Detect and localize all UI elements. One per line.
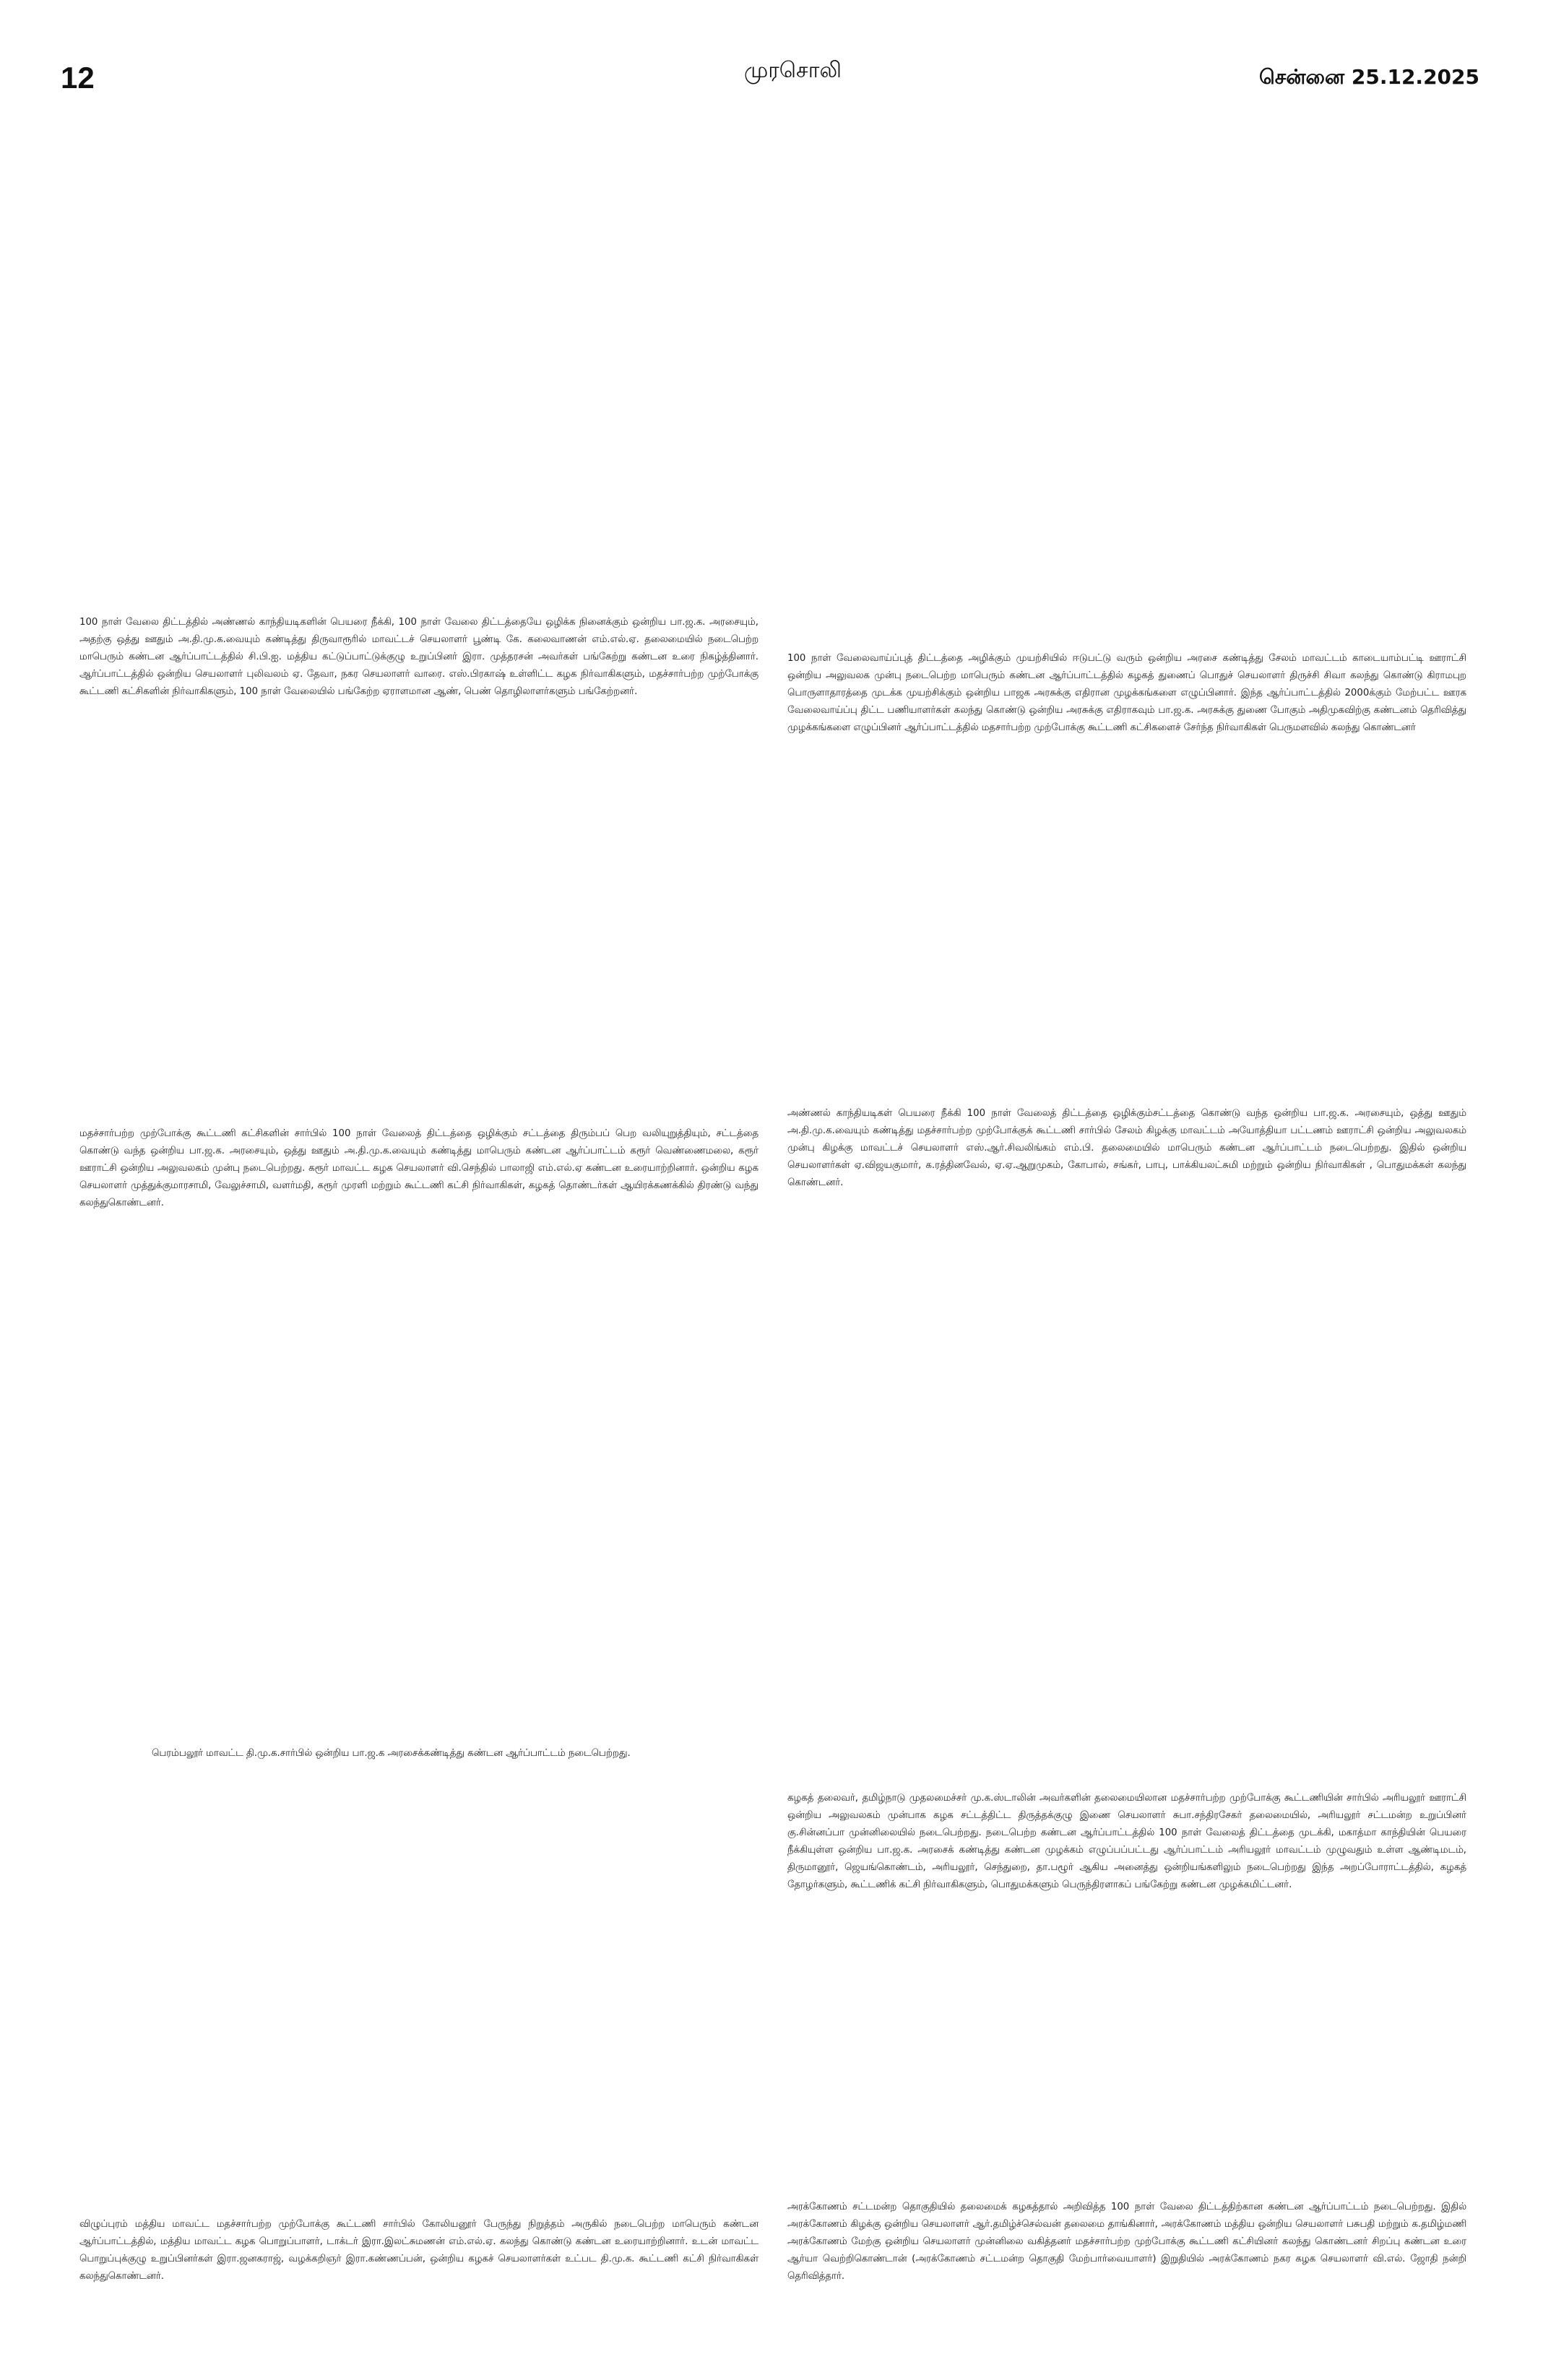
masthead: [0, 0, 1543, 94]
page-number: 12: [61, 61, 95, 95]
caption-salem-east: அண்ணல் காந்தியடிகள் பெயரை நீக்கி 100 நாள் வேலைத் திட்டத்தை ஒழிக்கும்சட்டத்தை கொண்டு வந்த ஒன்றிய பா.ஜ.க. அரசையும், ஒத்து ஊதும் அ.தி.மு.க.வையும் கண்டித்து மதச்சார்பற்ற முற்போக்குக் கூட்டணி சார்பில் சேலம் கிழக்கு மாவட்டம் அயோத்தியா பட்டணம் ஊராட்சி ஒன்றிய அலுவலகம் முன்பு கிழக்கு மாவட்டச் செயலாளர் எஸ்.ஆர்.சிவலிங்கம் எம்.பி. தலைமையில் மாபெரும் கண்டன ஆர்ப்பாட்டம் நடைபெற்றது. இதில் ஒன்றிய செயலாளர்கள் ஏ.விஜயகுமார், க.ரத்தினவேல், ஏ.ஏ.ஆறுமுகம், கோபால், சங்கர், பாபு, பாக்கியலட்சுமி மற்றும் ஒன்றிய நிர்வாகிகள் , பொதுமக்கள் கலந்து கொண்டனர்.: [787, 1108, 1466, 1188]
photo-villupuram: [79, 1791, 758, 2196]
dateline: சென்னை 25.12.2025: [1259, 65, 1479, 89]
photo-salem-east: [787, 766, 1466, 1098]
caption-arakkonam: அரக்கோணம் சட்டமன்ற தொகுதியில் தலைமைக் கழகத்தால் அறிவித்த 100 நாள் வேலை திட்டத்திற்கான கண்டன ஆர்ப்பாட்டம் நடைபெற்றது. இதில் அரக்கோணம் கிழக்கு ஒன்றிய செயலாளர் ஆர்.தமிழ்ச்செல்வன் தலைமை தாங்கினார், அரக்கோணம் மத்திய ஒன்றிய செயலாளர் பசுபதி மற்றும் க.தமிழ்மணி அரக்கோணம் மேற்கு ஒன்றிய செயலாளர் முன்னிலை வகித்தனர் மதச்சார்பற்ற முற்போக்கு கூட்டணி கட்சியினர் கலந்து கொண்டனர் சிறப்பு கண்டன உரை ஆர்யா வெற்றிகொண்டான் (அரக்கோணம் சட்டமன்ற தொகுதி மேற்பார்வையாளர்) இறுதியில் அரக்கோணம் நகர கழக செயலாளர் வி.எல். ஜோதி நன்றி தெரிவித்தார்.: [787, 2202, 1466, 2282]
photo-perambalur: [79, 1228, 758, 1734]
caption-perambalur: பெரம்பலூர் மாவட்ட தி.மு.க.சார்பில் ஒன்றிய பா.ஜ.க அரசைக்கண்டித்து கண்டன ஆர்ப்பாட்டம் நடைபெற்றது.: [152, 1748, 631, 1759]
caption-ariyalur: கழகத் தலைவர், தமிழ்நாடு முதலமைச்சர் மு.க.ஸ்டாலின் அவர்களின் தலைமையிலான மதச்சார்பற்ற முற்போக்கு கூட்டணியின் சார்பில் அரியலூர் ஊராட்சி ஒன்றிய அலுவலகம் முன்பாக கழக சட்டத்திட்ட திருத்தக்குழு இணை செயலாளர் சுபா.சந்திரசேகர் தலைமையில், அரியலூர் சட்டமன்ற உறுப்பினர் கு.சின்னப்பா முன்னிலையில் நடைபெற்றது. நடைபெற்ற கண்டன ஆர்ப்பாட்டத்தில் 100 நாள் வேலைத் திட்டத்தை முடக்கி, மகாத்மா காந்தியின் பெயரை நீக்கியுள்ள ஒன்றிய பா.ஜ.க. அரசைக் கண்டித்து கண்டன முழக்கம் எழுப்பப்பட்டது ஆர்ப்பாட்டம் அரியலூர் மாவட்டம் முழுவதும் உள்ள ஆண்டிமடம், திருமானூர், ஜெயங்கொண்டம், அரியலூர், செந்துறை, தா.பழூர் ஆகிய அனைத்து ஒன்றியங்களிலும் நடைபெற்றது இந்த அறப்போராட்டத்தில், கழகத் தோழர்களும், கூட்டணிக் கட்சி நிர்வாகிகளும், பொதுமக்களும் பெருந்திரளாகப் பங்கேற்று கண்டன முழக்கமிட்டனர்.: [787, 1793, 1466, 1890]
newspaper-name: முரசொலி: [744, 58, 842, 83]
caption-villupuram: விழுப்புரம் மத்திய மாவட்ட மதச்சார்பற்ற முற்போக்கு கூட்டணி சார்பில் கோலியனூர் பேருந்து நிறுத்தம் அருகில் நடைபெற்ற மாபெரும் கண்டன ஆர்ப்பாட்டத்தில், மத்திய மாவட்ட கழக பொறுப்பாளர், டாக்டர் இரா.இலட்சுமணன் எம்.எல்.ஏ. கலந்து கொண்டு கண்டன உரையாற்றினார். உடன் மாவட்ட பொறுப்புக்குழு உறுப்பினர்கள் இரா.ஜனகராஜ், வழக்கறிஞர் இரா.கண்ணப்பன், ஒன்றிய கழகச் செயலாளர்கள் உட்பட தி.மு.க. கூட்டணி கட்சி நிர்வாகிகள் கலந்துகொண்டனர்.: [79, 2219, 758, 2282]
caption-thiruvarur: 100 நாள் வேலை திட்டத்தில் அண்ணல் காந்தியடிகளின் பெயரை நீக்கி, 100 நாள் வேலை திட்டத்தையே ஒழிக்க நினைக்கும் ஒன்றிய பா.ஜ.க. அரசையும், அதற்கு ஒத்து ஊதும் அ.தி.மு.க.வையும் கண்டித்து திருவாரூரில் மாவட்டச் செயலாளர் பூண்டி கே. கலைவாணன் எம்.எல்.ஏ. தலைமையில் நடைபெற்ற மாபெரும் கண்டன ஆர்ப்பாட்டத்தில் சி.பி.ஐ. மத்திய கட்டுப்பாட்டுக்குழு உறுப்பினர் இரா. முத்தரசன் அவர்கள் பங்கேற்று கண்டன உரை நிகழ்த்தினார். ஆர்ப்பாட்டத்தில் ஒன்றிய செயலாளர் புலிவலம் ஏ. தேவா, நகர செயலாளர் வாரை. எஸ்.பிரகாஷ் உள்ளிட்ட கழக நிர்வாகிகளும், மதச்சார்பற்ற முற்போக்கு கூட்டணி கட்சிகளின் நிர்வாகிகளும், 100 நாள் வேலையில் பங்கேற்ற ஏராளமான ஆண், பெண் தொழிலாளர்களும் பங்கேற்றனர்.: [79, 617, 758, 697]
photo-kadaiyampatti: [787, 101, 1466, 643]
photo-arakkonam: [787, 1936, 1466, 2196]
caption-kadaiyampatti: 100 நாள் வேலைவாய்ப்புத் திட்டத்தை அழிக்கும் முயற்சியில் ஈடுபட்டு வரும் ஒன்றிய அரசை கண்டித்து சேலம் மாவட்டம் காடையாம்பட்டி ஊராட்சி ஒன்றிய அலுவலக முன்பு நடைபெற்ற மாபெரும் கண்டன ஆர்ப்பாட்டத்தில் கழகத் துணைப் பொதுச் செயலாளர் திருச்சி சிவா கலந்து கொண்டு கிராமபுற பொருளாதாரத்தை முடக்க முயற்சிக்கும் ஒன்றிய பாஜக அரசுக்கு எதிரான முழக்கங்களை எழுப்பினார். இந்த ஆர்ப்பாட்டத்தில் 2000க்கும் மேற்பட்ட ஊரக வேலைவாய்ப்பு திட்ட பணியாளர்கள் கலந்து கொண்டு ஒன்றிய அரசுக்கு எதிராகவும் பா.ஜ.க. அரசுக்கு துணை போகும் அதிமுகவிற்கு கண்டனம் தெரிவித்து முழக்கங்களை எழுப்பினர் ஆர்ப்பாட்டத்தில் மதசார்பற்ற முற்போக்கு கூட்டணி கட்சிகளைச் சேர்ந்த நிர்வாகிகள் பெருமளவில் கலந்து கொண்டனர்: [787, 653, 1466, 733]
photo-karur: [79, 730, 758, 1120]
photo-thiruvarur: [79, 101, 758, 607]
photo-ariyalur: [787, 1221, 1466, 1777]
caption-karur: மதச்சார்பற்ற முற்போக்கு கூட்டணி கட்சிகளின் சார்பில் 100 நாள் வேலைத் திட்டத்தை ஒழிக்கும் சட்டத்தை திரும்பப் பெற வலியுறுத்தியும், சட்டத்தை கொண்டு வந்த ஒன்றிய பா.ஜ.க. அரசையும், ஒத்து ஊதும் அ.தி.மு.க.வையும் கண்டித்து மாபெரும் கண்டன ஆர்ப்பாட்டம் கரூர் வெண்ணைமலை, கரூர் ஊராட்சி ஒன்றிய அலுவலகம் முன்பு நடைபெற்றது. கரூர் மாவட்ட கழக செயலாளர் வி.செந்தில் பாலாஜி எம்.எல்.ஏ கண்டன உரையாற்றினார். ஒன்றிய கழக செயலாளர் முத்துக்குமாரசாமி, வேலுச்சாமி, வளர்மதி, கரூர் முரளி மற்றும் கூட்டணி கட்சி நிர்வாகிகள், கழகத் தொண்டர்கள் ஆயிரக்கணக்கில் திரண்டு வந்து கலந்துகொண்டனர்.: [79, 1128, 758, 1208]
